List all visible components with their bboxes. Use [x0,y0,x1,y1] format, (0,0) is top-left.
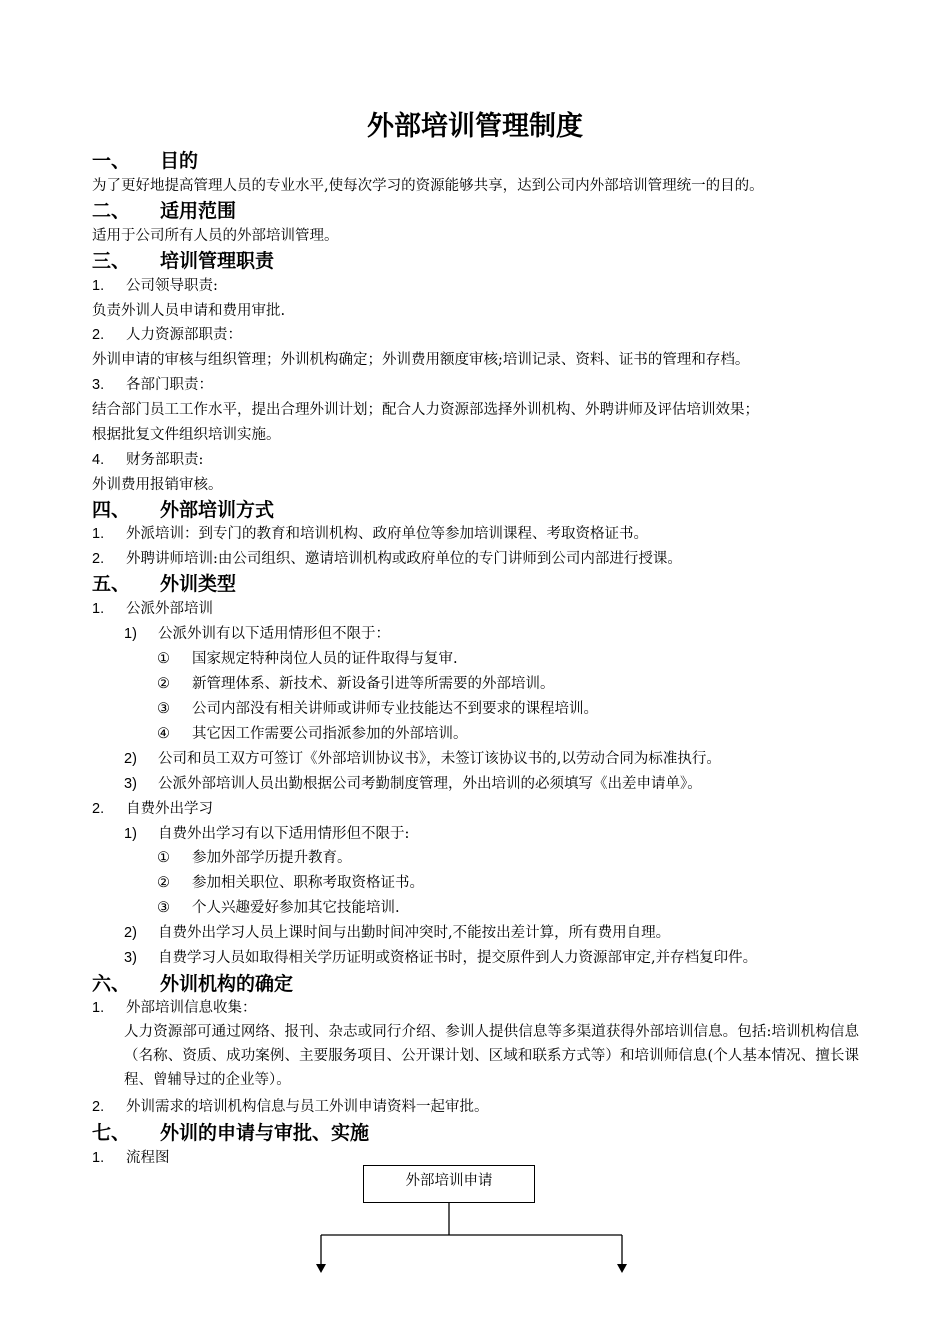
list-marker: ① [157,850,170,866]
list-marker: 4. [92,452,105,468]
section-title: 培训管理职责 [160,250,275,272]
page-title: 外部培训管理制度 [367,111,583,142]
list-marker: 1. [92,601,105,617]
section-2-text: 适用于公司所有人员的外部培训管理。 [92,228,339,244]
list-marker: ② [157,676,170,692]
list-marker: 1) [124,626,137,642]
list-item-text: 外训需求的培训机构信息与员工外训申请资料一起审批。 [126,1099,489,1115]
list-item-text: 流程图 [126,1150,170,1166]
arrowhead-icon [316,1264,326,1273]
list-marker: 2) [124,751,137,767]
list-item-text: 外派培训：到专门的教育和培训机构、政府单位等参加培训课程、考取资格证书。 [126,526,648,542]
section-number: 六、 [92,973,131,995]
list-marker: ③ [157,701,170,717]
section-number: 三、 [92,250,131,272]
list-marker: 1. [92,1150,105,1166]
list-marker: 1. [92,278,105,294]
list-item-text: 自费外出学习人员上课时间与出勤时间冲突时,不能按出差计算，所有费用自理。 [158,925,671,941]
paragraph: 根据批复文件组织培训实施。 [92,427,281,443]
list-item-text: 公派外部培训人员出勤根据公司考勤制度管理，外出培训的必须填写《出差申请单》。 [158,776,702,792]
list-item-text: 自费外出学习 [126,801,213,817]
section-number: 四、 [92,499,131,521]
list-item-text: 公派外部培训 [126,601,213,617]
list-item-text: 参加外部学历提升教育。 [192,850,352,866]
paragraph: 负责外训人员申请和费用审批. [92,303,286,319]
section-title: 目的 [160,150,199,172]
section-title: 外训机构的确定 [160,973,294,995]
section-title: 外训的申请与审批、实施 [160,1122,370,1144]
list-marker: 1) [124,826,137,842]
list-item-text: 外部培训信息收集： [126,1000,257,1016]
flowchart-box-external-training-request: 外部培训申请 [363,1165,535,1203]
list-item-text: 人力资源部职责： [126,327,242,343]
list-marker: ③ [157,900,170,916]
list-item-text: 自费学习人员如取得相关学历证明或资格证书时，提交原件到人力资源部审定,并存档复印件。 [158,950,758,966]
list-item-text: 公派外训有以下适用情形但不限于： [158,626,390,642]
list-marker: ② [157,875,170,891]
list-item-text: 个人兴趣爱好参加其它技能培训. [192,900,400,916]
list-marker: 1. [92,526,105,542]
list-item-text: 公司领导职责: [126,278,218,294]
list-item-text: 其它因工作需要公司指派参加的外部培训。 [192,726,468,742]
list-item-text: 公司和员工双方可签订《外部培训协议书》，未签订该协议书的,以劳动合同为标准执行。 [158,751,721,767]
section-title: 适用范围 [160,200,237,222]
list-item-text: 参加相关职位、职称考取资格证书。 [192,875,424,891]
section-title: 外部培训方式 [160,499,275,521]
section-1-text: 为了更好地提高管理人员的专业水平,使每次学习的资源能够共享，达到公司内外部培训管理统一的目的。 [92,178,764,194]
list-marker: 3) [124,950,137,966]
list-item-text: 自费外出学习有以下适用情形但不限于: [158,826,410,842]
arrowhead-icon [617,1264,627,1273]
paragraph: 外训申请的审核与组织管理；外训机构确定；外训费用额度审核;培训记录、资料、证书的管理和存档。 [92,352,750,368]
list-marker: ① [157,651,170,667]
list-marker: ④ [157,726,170,742]
paragraph: 人力资源部可通过网络、报刊、杂志或同行介绍、参训人提供信息等多渠道获得外部培训信息。包括:培训机构信息（名称、资质、成功案例、主要服务项目、公开课计划、区域和联系方式等）和培训师信息(个人基本情况、擅长课程、曾辅导过的企业等）。 [124,1024,859,1088]
section-number: 一、 [92,150,131,172]
list-item-text: 公司内部没有相关讲师或讲师专业技能达不到要求的课程培训。 [192,701,598,717]
list-item-text: 新管理体系、新技术、新设备引进等所需要的外部培训。 [192,676,555,692]
section-number: 二、 [92,200,131,222]
section-number: 五、 [92,573,131,595]
section-title: 外训类型 [160,573,237,595]
list-marker: 2. [92,1099,105,1115]
list-marker: 2. [92,801,105,817]
list-item-text: 国家规定特种岗位人员的证件取得与复审. [192,651,458,667]
paragraph: 结合部门员工工作水平，提出合理外训计划；配合人力资源部选择外训机构、外聘讲师及评估培训效果； [92,402,759,418]
section-number: 七、 [92,1122,131,1144]
list-marker: 3. [92,377,105,393]
list-item-text: 各部门职责： [126,377,213,393]
list-marker: 3) [124,776,137,792]
list-marker: 2. [92,327,105,343]
paragraph: 外训费用报销审核。 [92,477,223,493]
list-marker: 2. [92,551,105,567]
list-item-text: 外聘讲师培训:由公司组织、邀请培训机构或政府单位的专门讲师到公司内部进行授课。 [126,551,682,567]
list-marker: 2) [124,925,137,941]
list-marker: 1. [92,1000,105,1016]
list-item-text: 财务部职责: [126,452,204,468]
